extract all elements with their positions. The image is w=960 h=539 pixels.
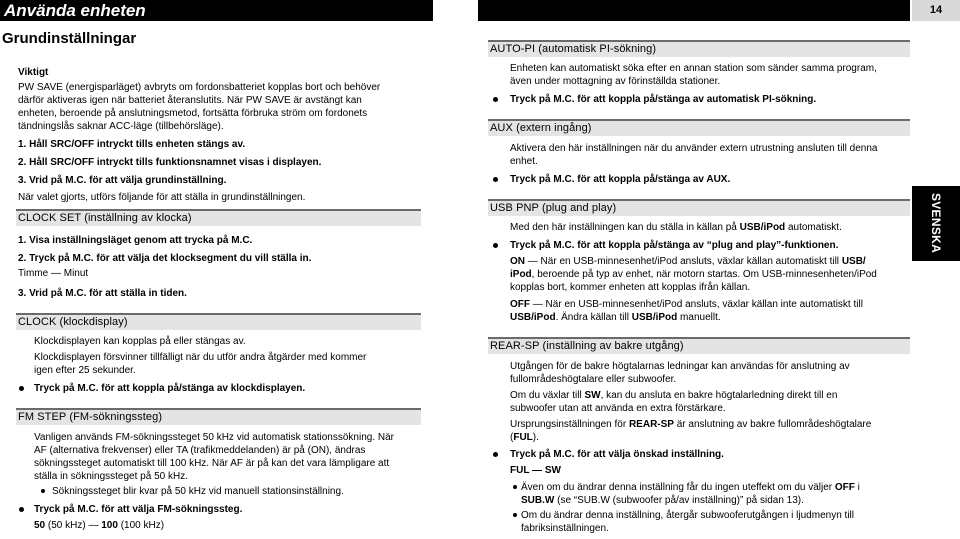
rear-sp-line: subwoofer utan att använda en extra förstärkare. [510,403,726,414]
bullet-icon [19,386,24,391]
fm-step-line: ställa in sökningssteget på 50 kHz. [34,471,188,482]
clock-set-step-2: 2. Tryck på M.C. för att välja det klocksegment du vill ställa in. [18,253,312,264]
usb-pnp-text: . Ändra källan till [555,312,632,323]
fm-step-bar [16,408,421,425]
clock-title: CLOCK (klockdisplay) [18,316,128,328]
fm-option-unit: (100 kHz) [117,520,165,531]
usb-pnp-off-line [510,311,721,324]
clock-bar [16,313,421,330]
step-3: 3. Vrid på M.C. för att välja grundinställning. [18,175,227,186]
rear-sp-line [510,431,539,444]
fm-step-line: AF (alternativa frekvenser) eller TA (trafikmeddelanden) är på (ON), ändras [34,445,366,456]
fm-option-50: 50 [34,520,46,531]
usb-pnp-text: — När en USB-minnesenhet/iPod ansluts, växlar källan automatiskt till [525,256,842,267]
rear-sp-bullet: Tryck på M.C. för att välja önskad inställning. [510,449,724,460]
sub-bullet-icon [513,513,517,517]
usb-pnp-off-line [510,298,863,311]
rear-sp-sub-line [521,481,860,494]
fm-step-options [34,519,164,532]
rear-sp-text: , kan du ansluta en bakre högtalarledning direkt till en [600,390,838,401]
rear-sp-bar [488,337,910,354]
rear-sp-text: Ursprungsinställningen för [510,419,629,430]
auto-pi-bar [488,40,910,57]
bullet-icon [19,507,24,512]
usb-pnp-on-line: kopplas bort, kommer enheten att kopplas ifrån källan. [510,282,751,293]
fm-option-100: 100 [101,520,118,531]
rear-sp-line [510,418,871,431]
page-number: 14 [929,4,943,16]
important-heading: Viktigt [18,67,49,78]
off-term: OFF [834,482,855,493]
rear-sp-sub-line: fabriksinställningen. [521,523,609,534]
important-line: tändningslås saknar ACC-läge (tillbehörsläge). [18,121,224,132]
aux-bullet: Tryck på M.C. för att koppla på/stänga av AUX. [510,174,731,185]
fm-option-sep: (50 kHz) — [45,520,102,531]
rear-sp-text: ). [532,432,539,443]
subw-term: SUB.W [521,495,555,506]
usb-pnp-line [510,221,842,234]
clock-line: Klockdisplayen försvinner tillfälligt när du utför andra åtgärder med kommer [34,352,367,363]
clock-bullet: Tryck på M.C. för att koppla på/stänga av klockdisplayen. [34,383,306,394]
rear-sp-sub-line [521,494,804,507]
rear-sp-sub-line: Om du ändrar denna inställning, återgår subwooferutgången i ljudmenyn till [521,510,854,521]
auto-pi-line: även under mottagning av förinställda stationer. [510,76,721,87]
sub-bullet-icon [513,485,517,489]
rear-sp-text: i [854,482,860,493]
usb-pnp-bullet: Tryck på M.C. för att koppla på/stänga av “plug and play”-funktionen. [510,240,839,251]
steps-note: När valet gjorts, utförs följande för att ställa in grundinställningen. [18,192,306,203]
off-term: OFF [510,299,530,310]
clock-set-step-3: 3. Vrid på M.C. för att ställa in tiden. [18,288,187,299]
rear-sp-text: Även om du ändrar denna inställning får du ingen uteffekt om du väljer [521,482,835,493]
clock-line: igen efter 25 sekunder. [34,365,136,376]
rear-sp-text: är anslutning av bakre fullområdeshögtalare [673,419,872,430]
auto-pi-line: Enheten kan automatiskt söka efter en annan station som sänder samma program, [510,63,877,74]
auto-pi-title: AUTO-PI (automatisk PI-sökning) [490,43,657,55]
aux-line: enhet. [510,156,538,167]
usb-pnp-on-line [510,268,877,281]
on-term: ON [510,256,525,267]
header-bar-right [478,0,910,21]
usb-ipod-term: USB/iPod [739,222,786,233]
bullet-icon [493,177,498,182]
sub-bullet-icon [41,489,45,493]
sw-term: SW [584,390,601,401]
clock-set-bar [16,209,421,226]
ful-term: FUL [513,432,533,443]
rear-sp-text: Om du växlar till [510,390,585,401]
language-label: SVENSKA [929,192,943,254]
important-line: PW SAVE (energisparläget) avbryts om fordonsbatteriet kopplas bort och behöver [18,82,381,93]
auto-pi-bullet: Tryck på M.C. för att koppla på/stänga av automatisk PI-sökning. [510,94,817,105]
clock-set-step-1: 1. Visa inställningsläget genom att trycka på M.C. [18,235,253,246]
usb-pnp-text: Med den här inställningen kan du ställa in källan på [510,222,740,233]
clock-segments: Timme — Minut [18,268,89,279]
aux-line: Aktivera den här inställningen när du använder extern utrustning ansluten till denna [510,143,878,154]
rear-sp-options: FUL — SW [510,465,561,476]
aux-title: AUX (extern ingång) [490,122,592,134]
rear-sp-term: REAR-SP [628,419,674,430]
rear-sp-line: Utgången för de bakre högtalarnas ledningar kan användas för anslutning av [510,361,850,372]
step-2: 2. Håll SRC/OFF intryckt tills funktionsnamnet visas i displayen. [18,157,322,168]
bullet-icon [493,243,498,248]
chapter-title: Använda enheten [4,1,146,20]
language-tab [912,186,960,261]
header-bar-left [0,0,433,21]
important-line: därför aktiveras igen när batteriet återanslutits. När PW SAVE är avstängt kan [18,95,362,106]
usb-pnp-text: manuellt. [677,312,721,323]
page-number-tab [912,0,960,21]
aux-bar [488,119,910,136]
usb-pnp-title: USB PNP (plug and play) [490,202,617,214]
bullet-icon [493,97,498,102]
section-title: Grundinställningar [2,30,137,47]
ipod-term: iPod [510,269,532,280]
usb-pnp-text: — När en USB-minnesenhet/iPod ansluts, växlar källan inte automatiskt till [530,299,863,310]
rear-sp-title: REAR-SP (inställning av bakre utgång) [490,340,684,352]
important-line: enheten, beroende på anslutningsmetod, fortsätta förbruka ström om fordonets [18,108,368,119]
usb-term: USB/ [841,256,866,267]
usb-pnp-text: automatiskt. [785,222,842,233]
usb-ipod-term: USB/iPod [631,312,678,323]
rear-sp-line [510,389,837,402]
rear-sp-line: fullområdeshögtalare eller subwoofer. [510,374,677,385]
usb-ipod-term: USB/iPod [510,312,556,323]
rear-sp-text: (se “SUB.W (subwoofer på/av inställning)” på sidan 13). [554,495,804,506]
rear-sp-text: ( [510,432,514,443]
clock-line: Klockdisplayen kan kopplas på eller stängas av. [34,336,246,347]
usb-pnp-text: , beroende på typ av enhet, när motorn startas. Om USB-minnesenheten/iPod [531,269,877,280]
fm-step-bullet: Tryck på M.C. för att välja FM-sökningssteg. [34,504,243,515]
fm-step-line: Vanligen används FM-sökningssteget 50 kHz vid automatisk stationssökning. När [34,432,394,443]
step-1: 1. Håll SRC/OFF intryckt tills enheten stängs av. [18,139,246,150]
fm-step-title: FM STEP (FM-sökningssteg) [18,411,163,423]
usb-pnp-on-line [510,255,866,268]
bullet-icon [493,452,498,457]
usb-pnp-bar [488,199,910,216]
fm-step-line: sökningssteget automatiskt till 100 kHz. När AF är på kan det vara lämpligare att [34,458,390,469]
clock-set-title: CLOCK SET (inställning av klocka) [18,212,192,224]
fm-step-sub-bullet: Sökningssteget blir kvar på 50 kHz vid manuell stationsinställning. [52,486,344,497]
